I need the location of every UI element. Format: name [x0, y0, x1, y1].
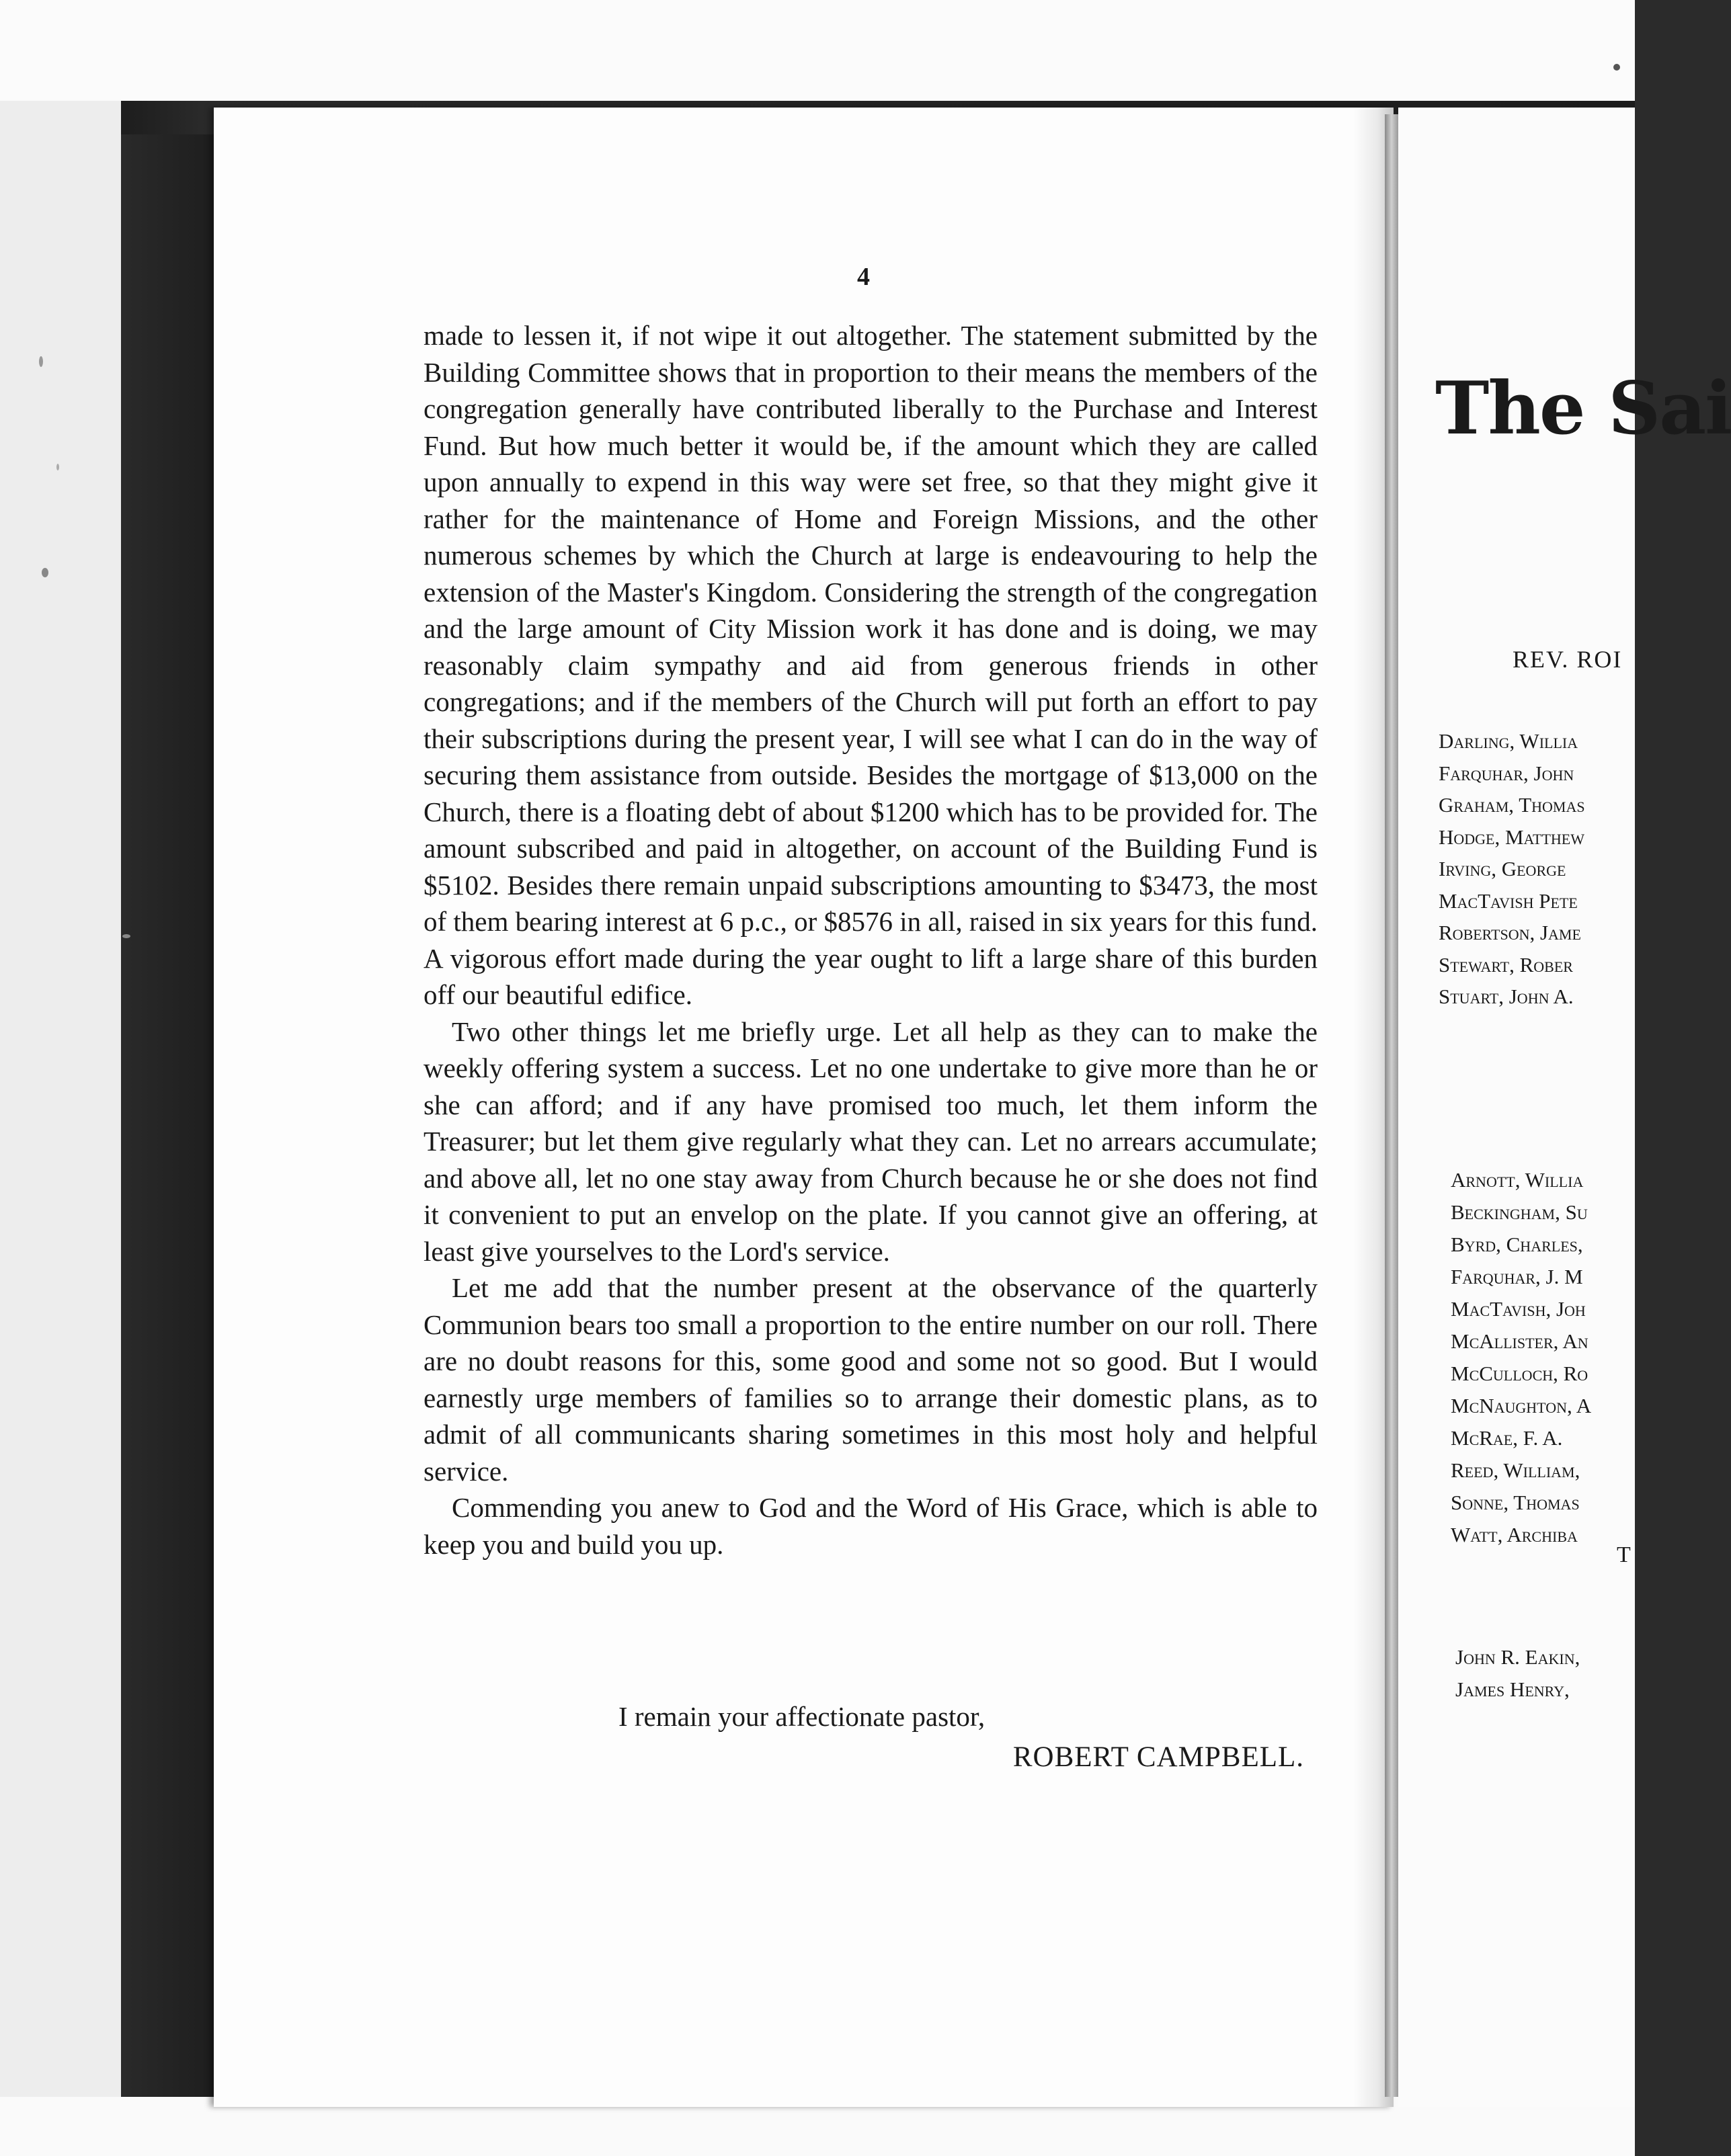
- name-entry: Farquhar, John: [1439, 761, 1574, 785]
- name-entry: James Henry,: [1455, 1677, 1570, 1701]
- name-entry: Stewart, Rober: [1439, 953, 1573, 977]
- scan-top-margin: [0, 0, 1635, 101]
- page-edge-shadow: [121, 134, 215, 2137]
- scan-left-margin: [0, 101, 121, 2156]
- name-entry: Reed, William,: [1451, 1458, 1580, 1482]
- name-entry: MacTavish, Joh: [1451, 1297, 1586, 1321]
- name-entry: John R. Eakin,: [1455, 1645, 1580, 1669]
- right-page-heading-fragment: T: [1617, 1542, 1631, 1567]
- name-entry: Stuart, John A.: [1439, 985, 1574, 1008]
- name-entry: MacTavish Pete: [1439, 889, 1578, 913]
- letter-closing: I remain your affectionate pastor,: [618, 1701, 985, 1732]
- name-entry: Darling, Willia: [1439, 729, 1578, 753]
- page-number: 4: [857, 263, 870, 291]
- dust-speck: [122, 934, 130, 938]
- name-entry: Arnott, Willia: [1451, 1168, 1584, 1192]
- book-spine-fold: [1385, 114, 1398, 2097]
- dust-speck: [39, 356, 43, 367]
- letter-signature: ROBERT CAMPBELL.: [1012, 1741, 1304, 1773]
- paragraph-3: Let me add that the number present at the observance of the quarterly Communion bears too small a proportion to the entire number on our roll. There are no doubt reasons for this, some good and some not so good. But I would earnestly urge members of families so to arrange their domestic plans, as to admit of all communicants sharing sometimes in this most holy and helpful service.: [424, 1272, 1318, 1487]
- name-entry: Beckingham, Su: [1451, 1200, 1588, 1224]
- name-entry: Farquhar, J. M: [1451, 1265, 1583, 1288]
- name-entry: McCulloch, Ro: [1451, 1362, 1588, 1385]
- name-entry: Irving, George: [1439, 857, 1566, 880]
- name-entry: Byrd, Charles,: [1451, 1233, 1583, 1256]
- right-page-title: The Sai: [1435, 366, 1731, 451]
- name-entry: Graham, Thomas: [1439, 793, 1585, 817]
- dust-speck: [56, 464, 59, 470]
- paragraph-1: made to lessen it, if not wipe it out altogether. The statement submitted by the Building Committee shows that in proportion to their means the members of the congregation generally have contributed liberally to the Purchase and Interest Fund. But how much better it would be, if the amount which they are called upon annually to expend in this way were set free, so that they might give it rather for the maintenance of Home and Foreign Missions, and the other numerous schemes by which the Church at large is endeavouring to help the extension of the Master's Kingdom. Considering the strength of the congregation and the large amount of City Mission work it has done and is doing, we may reasonably claim sympathy and aid from generous friends in other congregations; and if the members of the Church will put forth an effort to pay their subscriptions during the present year, I will see what I can do in the way of securing them assistance from outside. Besides the mortgage of $13,000 on the Church, there is a floating debt of about $1200 which has to be provided for. The amount subscribed and paid in altogether, on account of the Building Fund is $5102. Besides there remain unpaid subscriptions amounting to $3473, the most of them bearing interest at 6 p.c., or $8576 in all, raised in six years for this fund. A vigorous effort made during the year ought to lift a large share of this burden off our beautiful edifice.: [424, 320, 1318, 1010]
- right-page-rev-line: REV. ROI: [1513, 646, 1623, 673]
- name-entry: McNaughton, A: [1451, 1394, 1592, 1417]
- name-entry: Hodge, Matthew: [1439, 825, 1584, 849]
- letter-body: [424, 317, 1318, 1563]
- name-entry: Robertson, Jame: [1439, 921, 1581, 944]
- paragraph-4: Commending you anew to God and the Word of His Grace, which is able to keep you and build you up.: [424, 1492, 1318, 1560]
- name-entry: McAllister, An: [1451, 1329, 1588, 1353]
- paragraph-2: Two other things let me briefly urge. Let all help as they can to make the weekly offering system a success. Let no one undertake to give more than he or she can afford; and if any have promised too much, let them inform the Treasurer; but let them give regularly what they can. Let no arrears accumulate; and above all, let no one stay away from Church because he or she does not find it convenient to put an envelop on the plate. If you cannot give an offering, at least give yourselves to the Lord's service.: [424, 1015, 1318, 1267]
- dust-speck: [1613, 64, 1620, 71]
- dust-speck: [42, 568, 48, 577]
- name-entry: Watt, Archiba: [1451, 1523, 1578, 1546]
- name-entry: Sonne, Thomas: [1451, 1491, 1580, 1514]
- name-entry: McRae, F. A.: [1451, 1426, 1563, 1450]
